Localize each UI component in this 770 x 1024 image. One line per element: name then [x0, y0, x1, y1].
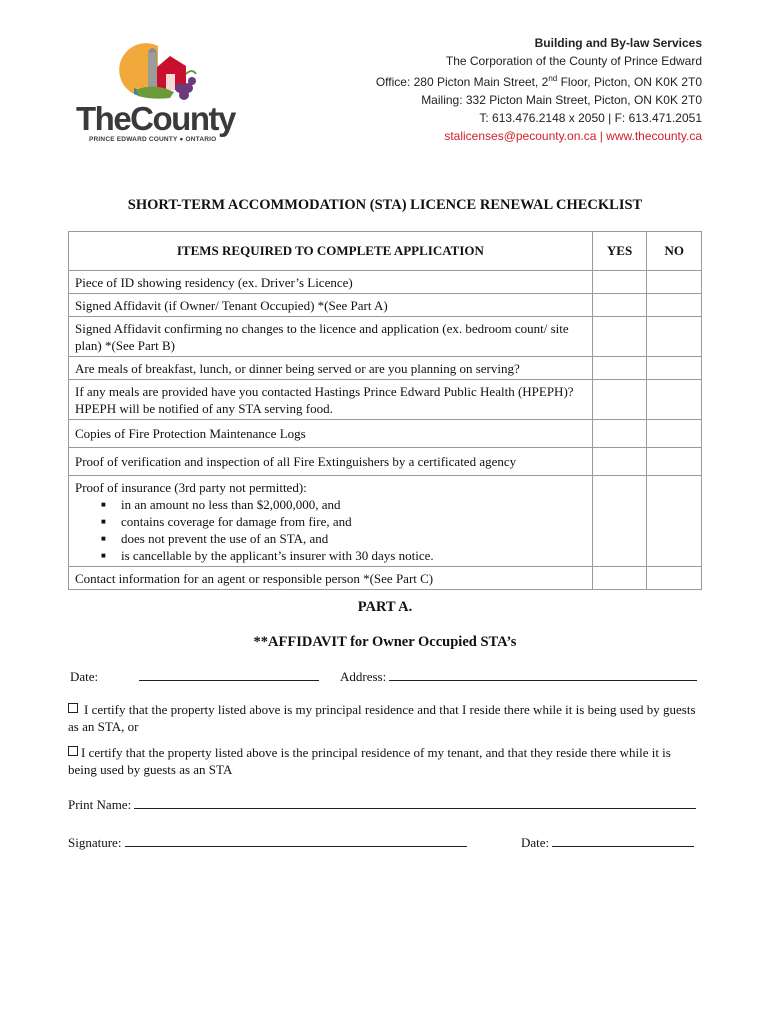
table-row [69, 380, 702, 420]
table-row [69, 476, 702, 567]
list-item: ■ does not prevent the use of an STA, and [121, 530, 586, 547]
checklist-item: Piece of ID showing residency (ex. Driver’s Licence) [69, 271, 593, 294]
checklist-item: If any meals are provided have you contacted Hastings Prince Edward Public Health (HPEPH)? HPEPH will be notified of any STA serving food. [69, 380, 593, 420]
list-item: ■ contains coverage for damage from fire, and [121, 513, 586, 530]
tenant-certification [68, 744, 702, 778]
print-name-label: Print Name: [68, 797, 132, 812]
signature-date-input-line[interactable] [552, 833, 694, 847]
no-cell[interactable] [647, 448, 702, 476]
office-address-prefix: Office: 280 Picton Main Street, 2 [375, 75, 549, 89]
yes-cell[interactable] [592, 317, 647, 357]
checklist-item-insurance [69, 476, 593, 567]
no-cell[interactable] [647, 567, 702, 590]
county-logo-mark [74, 38, 244, 104]
print-name-row [68, 795, 696, 813]
date-label: Date: [70, 669, 99, 684]
yes-cell[interactable] [592, 476, 647, 567]
yes-column-header: YES [592, 232, 647, 271]
yes-cell[interactable] [592, 380, 647, 420]
table-row [69, 448, 702, 476]
affidavit-title: **AFFIDAVIT for Owner Occupied STA’s [253, 634, 517, 650]
address-field-row [340, 667, 697, 685]
table-row [69, 420, 702, 448]
yes-cell[interactable] [592, 271, 647, 294]
yes-cell[interactable] [592, 420, 647, 448]
date-field-row [70, 667, 319, 685]
department-name: Building and By-law Services [534, 36, 702, 50]
no-cell[interactable] [647, 317, 702, 357]
no-cell[interactable] [647, 294, 702, 317]
document-title: SHORT-TERM ACCOMMODATION (STA) LICENCE RENEWAL CHECKLIST [127, 197, 643, 213]
tenant-certification-text: I certify that the property listed above is the principal residence of my tenant, and that they reside there while it is being used by guests as an STA [68, 745, 671, 777]
checklist-item: Proof of verification and inspection of all Fire Extinguishers by a certificated agency [69, 448, 593, 476]
insurance-bullet-list [75, 496, 586, 564]
signature-date-row [521, 833, 694, 851]
address-input-line[interactable] [389, 667, 697, 681]
office-address [376, 70, 702, 91]
checklist-item: Contact information for an agent or responsible person *(See Part C) [69, 567, 593, 590]
table-row [69, 357, 702, 380]
tenant-checkbox[interactable] [68, 746, 78, 756]
no-column-header: NO [647, 232, 702, 271]
office-address-suffix: Floor, Picton, ON K0K 2T0 [557, 75, 702, 89]
list-item: ■ in an amount no less than $2,000,000, and [121, 496, 586, 513]
signature-label: Signature: [68, 835, 122, 850]
no-cell[interactable] [647, 476, 702, 567]
yes-cell[interactable] [592, 448, 647, 476]
yes-cell[interactable] [592, 567, 647, 590]
phone-fax: T: 613.476.2148 x 2050 | F: 613.471.2051 [479, 111, 702, 125]
mailing-address: Mailing: 332 Picton Main Street, Picton, ON K0K 2T0 [421, 93, 702, 107]
email-link[interactable]: stalicenses@pecounty.on.ca [444, 129, 597, 143]
table-row [69, 567, 702, 590]
owner-checkbox[interactable] [68, 703, 78, 713]
logo-tagline: PRINCE EDWARD COUNTY ● ONTARIO [89, 136, 217, 143]
print-name-input-line[interactable] [134, 795, 696, 809]
owner-certification-text: I certify that the property listed above is my principal residence and that I reside there while it is being used by guests as an STA, or [68, 702, 696, 734]
insurance-label: Proof of insurance (3rd party not permitted): [75, 480, 307, 495]
list-item: ■ is cancellable by the applicant’s insurer with 30 days notice. [121, 547, 586, 564]
no-cell[interactable] [647, 357, 702, 380]
phone-number: T: 613.476.2148 x 2050 [479, 111, 605, 125]
office-address-sup: nd [548, 74, 558, 83]
signature-row [68, 833, 467, 851]
table-row [69, 271, 702, 294]
table-row [69, 317, 702, 357]
date-input-line[interactable] [139, 667, 319, 681]
checklist-item: Signed Affidavit (if Owner/ Tenant Occupied) *(See Part A) [69, 294, 593, 317]
logo-wordmark: TheCounty [76, 100, 235, 137]
contact-block [376, 34, 702, 145]
yes-cell[interactable] [592, 294, 647, 317]
no-cell[interactable] [647, 380, 702, 420]
checklist-item: Are meals of breakfast, lunch, or dinner being served or are you planning on serving? [69, 357, 593, 380]
organization-name: The Corporation of the County of Prince Edward [445, 54, 702, 68]
no-cell[interactable] [647, 420, 702, 448]
items-column-header: ITEMS REQUIRED TO COMPLETE APPLICATION [69, 232, 593, 271]
signature-input-line[interactable] [125, 833, 467, 847]
fax-number: F: 613.471.2051 [614, 111, 702, 125]
owner-certification [68, 701, 702, 735]
website-link[interactable]: www.thecounty.ca [606, 129, 702, 143]
part-a-title: PART A. [357, 599, 413, 615]
no-cell[interactable] [647, 271, 702, 294]
checklist-item: Copies of Fire Protection Maintenance Logs [69, 420, 593, 448]
renewal-checklist-table [68, 231, 702, 590]
signature-date-label: Date: [521, 835, 550, 850]
address-label: Address: [340, 669, 387, 684]
checklist-item: Signed Affidavit confirming no changes to the licence and application (ex. bedroom count/ site plan) *(See Part B) [69, 317, 593, 357]
yes-cell[interactable] [592, 357, 647, 380]
contact-links: stalicenses@pecounty.on.ca | www.thecounty.ca [444, 129, 702, 143]
table-header-row [69, 232, 702, 271]
table-row [69, 294, 702, 317]
